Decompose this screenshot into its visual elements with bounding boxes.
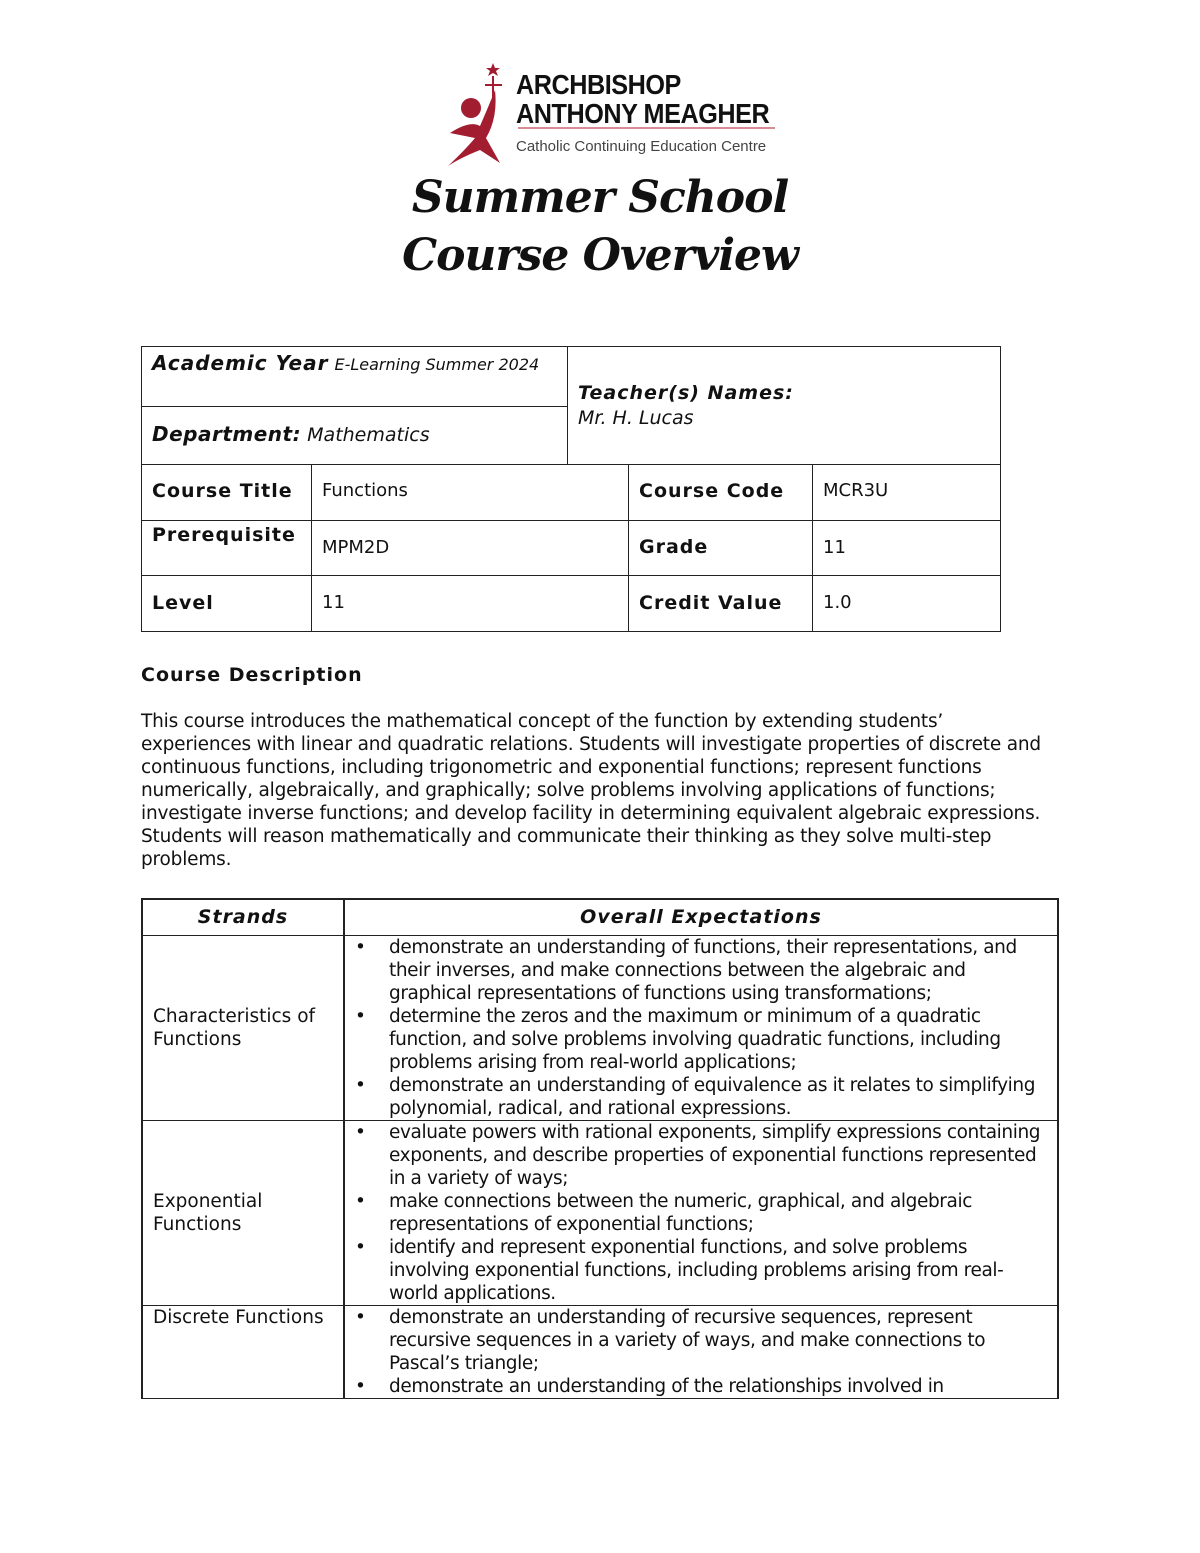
strand-name: Characteristics of Functions bbox=[143, 936, 345, 1120]
course-description-text: This course introduces the mathematical concept of the function by extending students’ experiences with linear and quadratic relations. Students will investigate properties of discrete and continuous functions, including trigonometric and exponential functions; represent functions numerically, algebraically, and graphically; solve problems involving applications of functions; investigate inverse functions; and develop facility in determining equivalent algebraic expressions. Students will reason mathematically and communicate their thinking as they solve multi-step problems. bbox=[141, 711, 1041, 870]
strand-name: Exponential Functions bbox=[143, 1121, 345, 1305]
course-code-label: Course Code bbox=[628, 464, 813, 521]
logo-line-2: ANTHONY MEAGHER bbox=[516, 98, 770, 129]
credit-value: 1.0 bbox=[812, 575, 1001, 632]
grade-label: Grade bbox=[628, 520, 813, 576]
department-label: Department: bbox=[152, 422, 302, 446]
strand-name: Discrete Functions bbox=[143, 1306, 345, 1398]
page-title-line-2: Course Overview bbox=[402, 230, 798, 281]
course-title-value: Functions bbox=[311, 464, 629, 521]
course-description-heading: Course Description bbox=[141, 664, 363, 686]
expectations-header: Overall Expectations bbox=[580, 906, 822, 928]
logo-subtitle: Catholic Continuing Education Centre bbox=[516, 138, 767, 155]
credit-value-label: Credit Value bbox=[628, 575, 813, 632]
academic-year-cell bbox=[141, 346, 568, 407]
grade-value: 11 bbox=[812, 520, 1001, 576]
expectation-item: • evaluate powers with rational exponents, simplify expressions containing exponents, and describe properties of exponential functions represented in a variety of ways; bbox=[389, 1121, 1051, 1190]
strand-row bbox=[143, 1306, 1057, 1398]
expectations-cell bbox=[345, 936, 1057, 1120]
department-value: Mathematics bbox=[307, 424, 430, 446]
department-cell bbox=[141, 406, 568, 465]
strands-header: Strands bbox=[143, 900, 345, 935]
strands-header-row bbox=[143, 900, 1057, 936]
expectation-item: • determine the zeros and the maximum or minimum of a quadratic function, and solve problems involving quadratic functions, including problems arising from real-world applications; bbox=[389, 1005, 1051, 1074]
strand-row bbox=[143, 936, 1057, 1121]
course-code-value: MCR3U bbox=[812, 464, 1001, 521]
page-title-line-1: Summer School bbox=[411, 172, 789, 223]
expectations-cell bbox=[345, 1306, 1057, 1398]
school-logo bbox=[440, 58, 780, 168]
prerequisite-value: MPM2D bbox=[311, 520, 629, 576]
expectation-item: • demonstrate an understanding of recursive sequences, represent recursive sequences in a variety of ways, and make connections to Pascal’s triangle; bbox=[389, 1306, 1051, 1375]
academic-year-label: Academic Year bbox=[152, 351, 329, 375]
expectation-item: • demonstrate an understanding of the relationships involved in bbox=[389, 1375, 1051, 1398]
expectation-item: • demonstrate an understanding of equivalence as it relates to simplifying polynomial, radical, and rational expressions. bbox=[389, 1074, 1051, 1120]
strands-table bbox=[141, 898, 1059, 1399]
course-title-label: Course Title bbox=[141, 464, 312, 521]
level-label: Level bbox=[141, 575, 312, 632]
prerequisite-label: Prerequisite bbox=[141, 520, 312, 576]
expectation-item: • demonstrate an understanding of functions, their representations, and their inverses, and make connections between the algebraic and graphical representations of functions using transformations; bbox=[389, 936, 1051, 1005]
logo-text bbox=[516, 70, 769, 128]
teacher-value: Mr. H. Lucas bbox=[578, 407, 694, 429]
strand-row bbox=[143, 1121, 1057, 1306]
expectation-item: • identify and represent exponential functions, and solve problems involving exponential functions, including problems arising from real-world applications. bbox=[389, 1236, 1051, 1305]
teacher-label: Teacher(s) Names: bbox=[578, 382, 794, 404]
expectations-cell bbox=[345, 1121, 1057, 1305]
expectation-item: • make connections between the numeric, graphical, and algebraic representations of exponential functions; bbox=[389, 1190, 1051, 1236]
academic-year-value: E-Learning Summer 2024 bbox=[334, 355, 540, 374]
level-value: 11 bbox=[311, 575, 629, 632]
teacher-cell bbox=[567, 346, 1001, 465]
logo-line-1: ARCHBISHOP bbox=[516, 69, 681, 100]
